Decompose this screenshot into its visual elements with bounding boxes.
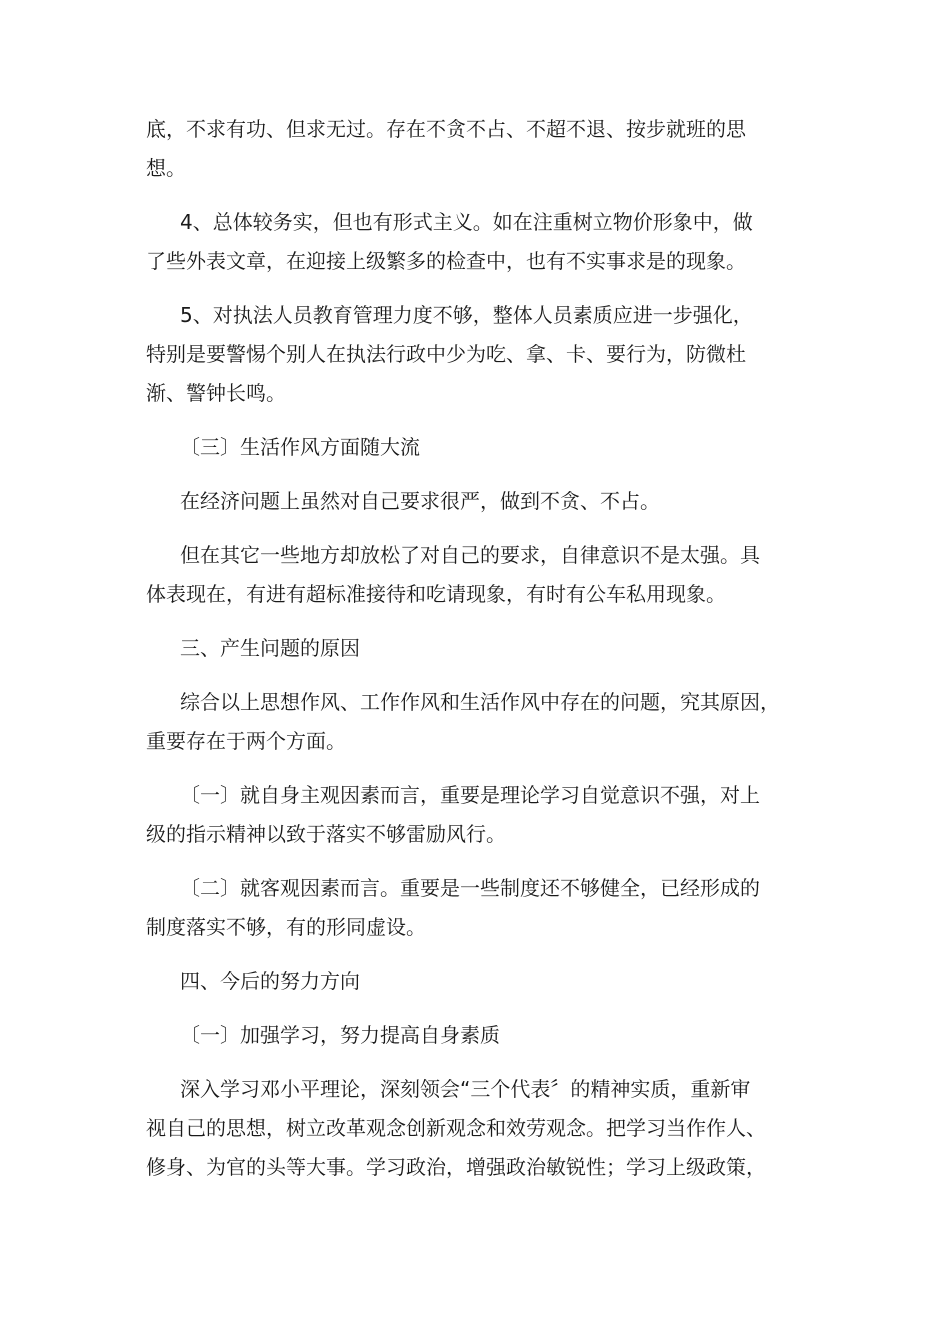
paragraph-line: 深入学习邓小平理论，深刻领会“三个代表〞的精神实质，重新审 <box>180 1077 751 1101</box>
paragraph-line: 在经济问题上虽然对自己要求很严，做到不贪、不占。 <box>180 489 660 513</box>
body-paragraph <box>146 776 814 854</box>
paragraph-line: 四、今后的努力方向 <box>180 969 360 993</box>
paragraph-line: 重要存在于两个方面。 <box>146 729 346 753</box>
paragraph-line: 渐、警钟长鸣。 <box>146 381 286 405</box>
paragraph-line: 特别是要警惕个别人在执法行政中少为吃、拿、卡、要行为，防微杜 <box>146 342 746 366</box>
paragraph-line: 视自己的思想，树立改革观念创新观念和效劳观念。把学习当作作人、 <box>146 1116 766 1140</box>
body-paragraph <box>146 1070 814 1187</box>
paragraph-line: 〔三〕生活作风方面随大流 <box>180 435 420 459</box>
paragraph-line: 〔一〕就自身主观因素而言，重要是理论学习自觉意识不强，对上 <box>180 783 760 807</box>
paragraph-line: 了些外表文章，在迎接上级繁多的检查中，也有不实事求是的现象。 <box>146 249 746 273</box>
paragraph-line: 4、总体较务实，但也有形式主义。如在注重树立物价形象中，做 <box>180 210 753 234</box>
body-paragraph <box>146 203 814 281</box>
paragraph-line: 体表现在，有进有超标准接待和吃请现象，有时有公车私用现象。 <box>146 582 726 606</box>
body-paragraph <box>146 962 814 1001</box>
paragraph-line: 级的指示精神以致于落实不够雷励风行。 <box>146 822 506 846</box>
paragraph-line: 但在其它一些地方却放松了对自己的要求，自律意识不是太强。具 <box>180 543 760 567</box>
paragraph-line: 修身、为官的头等大事。学习政治，增强政治敏锐性；学习上级政策， <box>146 1155 766 1179</box>
body-paragraph <box>146 629 814 668</box>
body-paragraph <box>146 869 814 947</box>
paragraph-line: 〔一〕加强学习，努力提高自身素质 <box>180 1023 500 1047</box>
paragraph-line: 5、对执法人员教育管理力度不够，整体人员素质应进一步强化， <box>180 303 753 327</box>
paragraph-line: 〔二〕就客观因素而言。重要是一些制度还不够健全，已经形成的 <box>180 876 760 900</box>
body-paragraph <box>146 296 814 413</box>
paragraph-line: 底，不求有功、但求无过。存在不贪不占、不超不退、按步就班的思 <box>146 117 746 141</box>
paragraph-line: 综合以上思想作风、工作作风和生活作风中存在的问题，究其原因， <box>180 690 780 714</box>
paragraph-line: 制度落实不够，有的形同虚设。 <box>146 915 426 939</box>
body-paragraph <box>146 1016 814 1055</box>
paragraph-line: 三、产生问题的原因 <box>180 636 360 660</box>
document-body <box>146 110 814 1202</box>
paragraph-line: 想。 <box>146 156 186 180</box>
body-paragraph <box>146 482 814 521</box>
body-paragraph <box>146 536 814 614</box>
body-paragraph <box>146 683 814 761</box>
body-paragraph <box>146 110 814 188</box>
body-paragraph <box>146 428 814 467</box>
